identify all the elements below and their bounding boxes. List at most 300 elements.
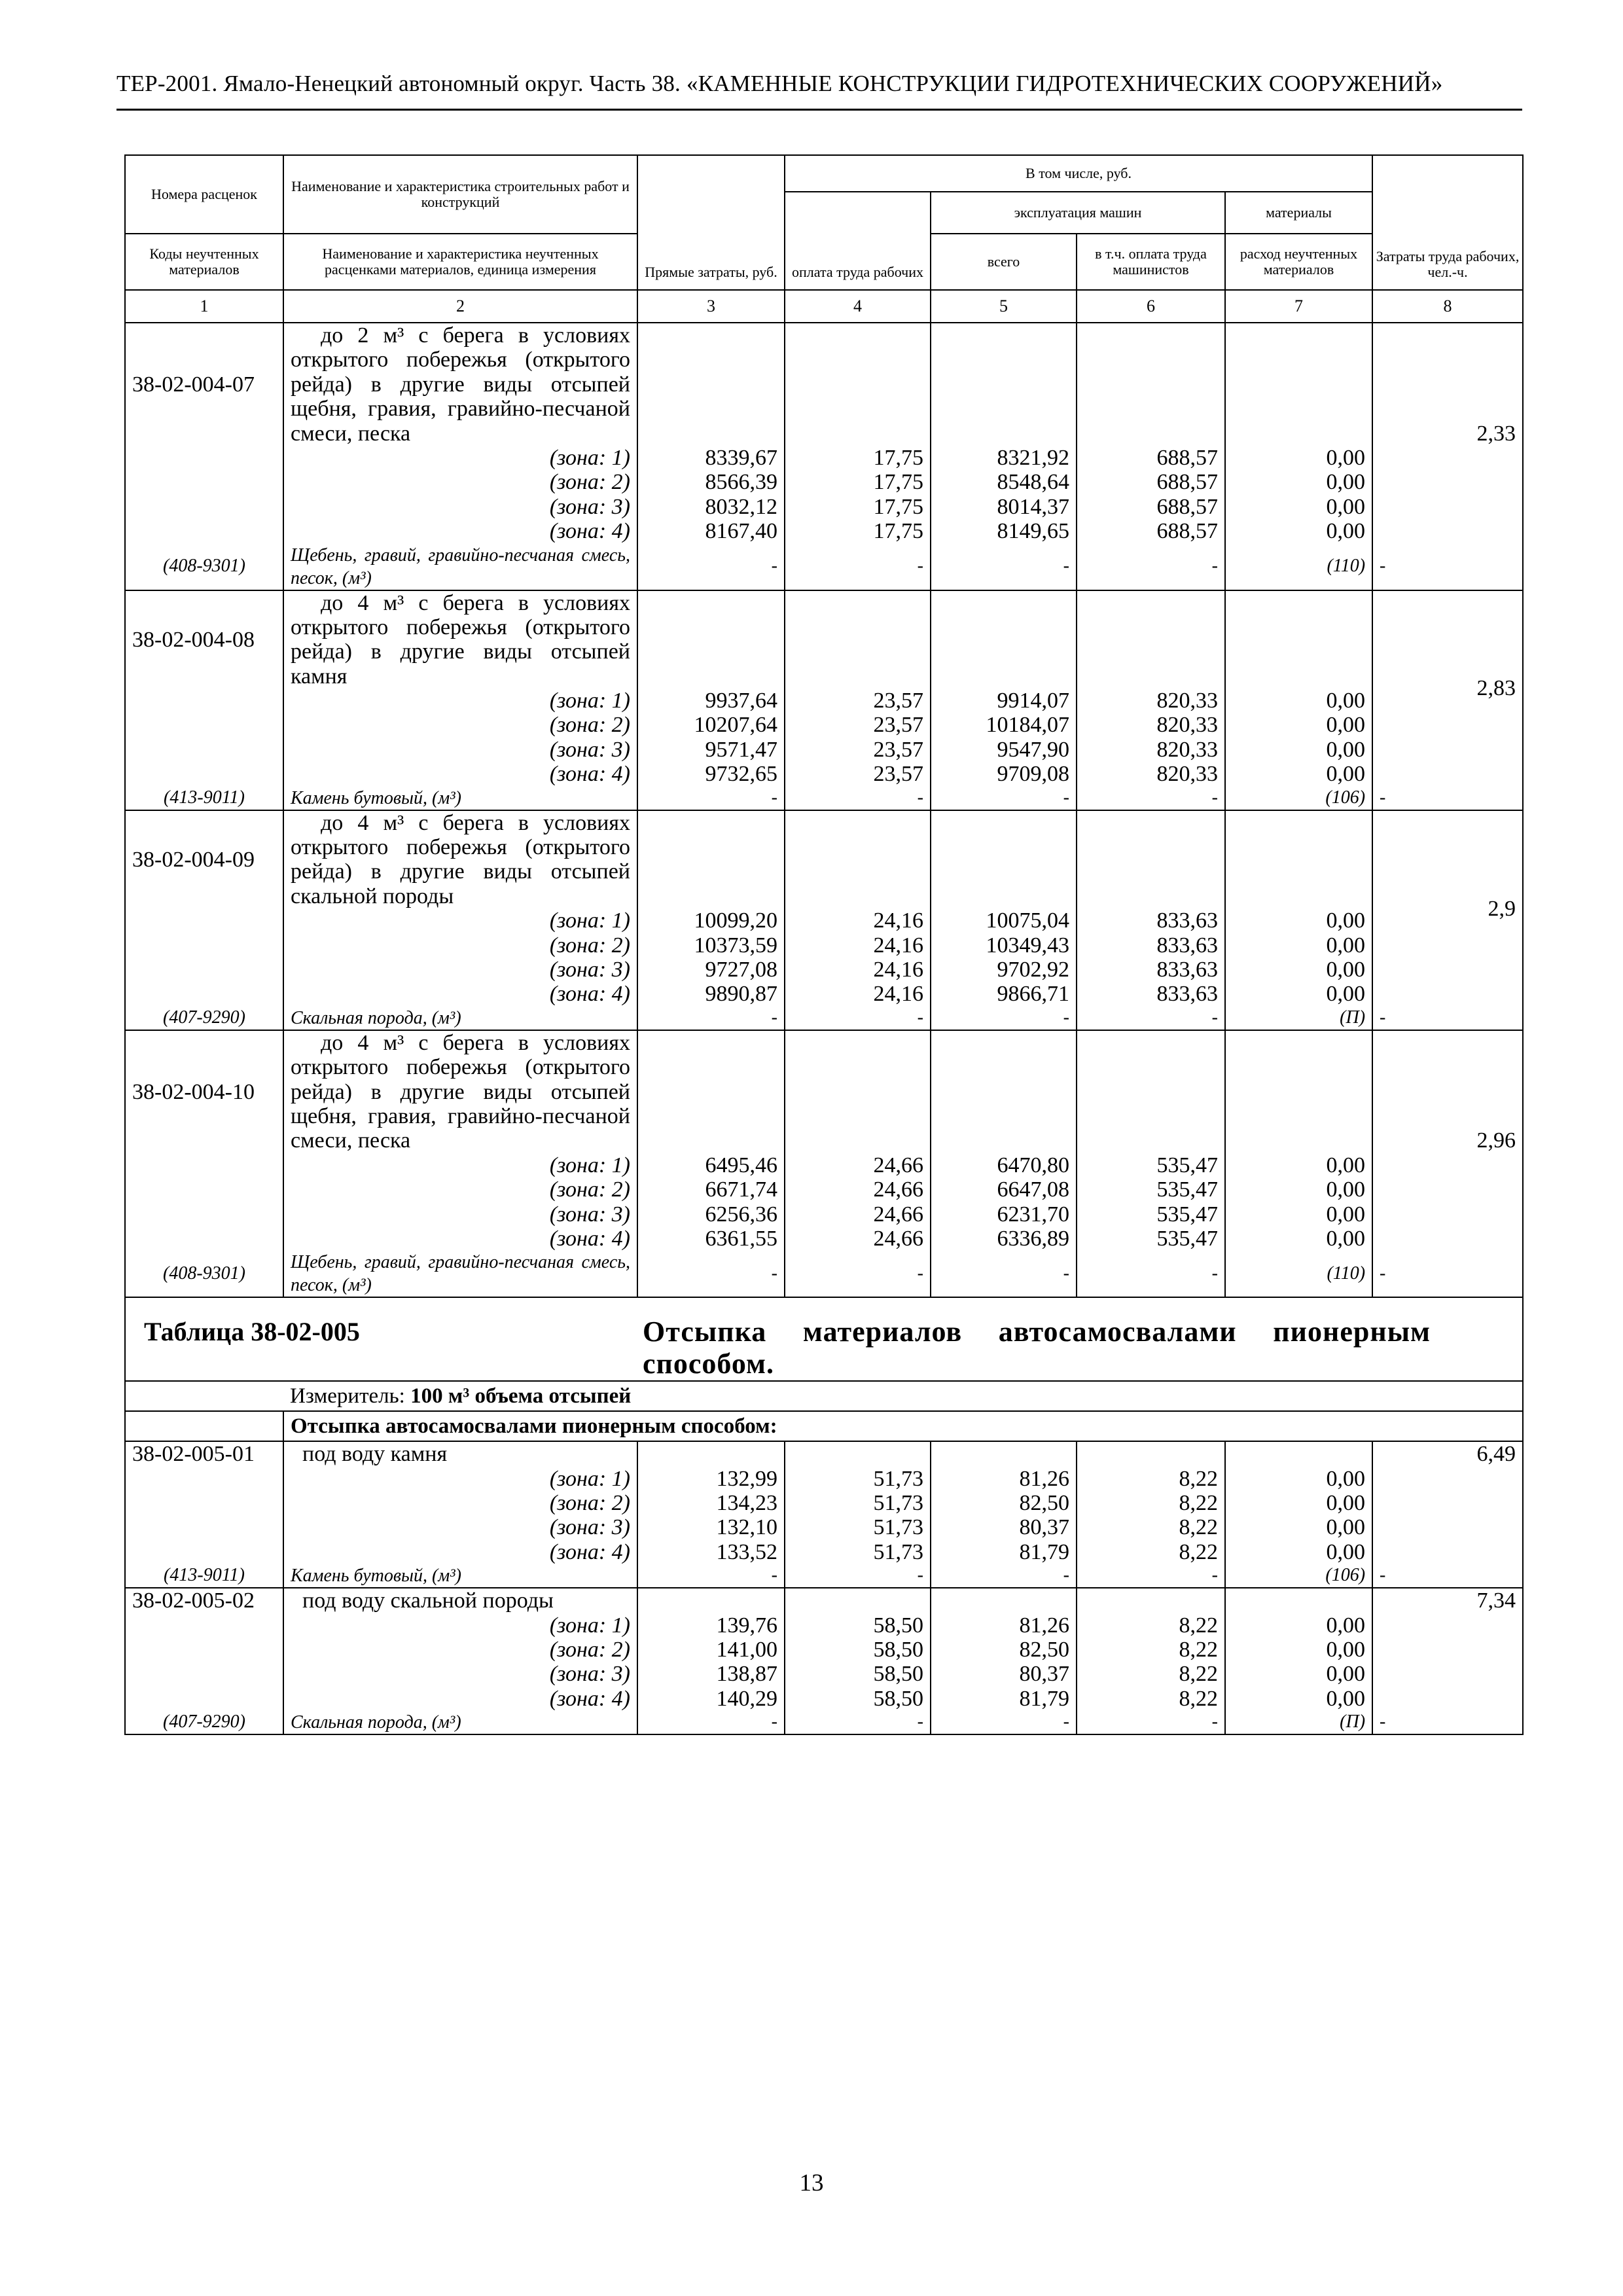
- direct-cost: 140,29: [637, 1687, 785, 1711]
- direct-cost: 6256,36: [637, 1202, 785, 1227]
- machine-cost: 81,79: [931, 1540, 1077, 1564]
- material-dash: -: [1077, 1711, 1225, 1734]
- zone-label: (зона: 1): [283, 446, 637, 470]
- blank-cell: [125, 1540, 283, 1564]
- material-code: (408-9301): [125, 544, 283, 590]
- blank-cell: [931, 1030, 1077, 1153]
- measure-label: Измеритель:: [290, 1384, 405, 1408]
- zone-row: [125, 908, 1523, 933]
- machine-cost: 6336,89: [931, 1227, 1077, 1251]
- zone-label: (зона: 3): [283, 738, 637, 762]
- labor-pay: 24,16: [785, 958, 931, 982]
- material-dash: -: [931, 1251, 1077, 1297]
- blank-cell: [125, 1411, 283, 1441]
- zone-label: (зона: 4): [283, 982, 637, 1006]
- material-dash: -: [1372, 1564, 1523, 1588]
- blank-cell: [637, 1441, 785, 1466]
- rate-description: до 4 м³ с берега в условиях открытого побережья (открытого рейда) в другие виды отсыпей скальной породы: [283, 810, 637, 909]
- material-dash: -: [1077, 544, 1225, 590]
- labor-pay: 58,50: [785, 1613, 931, 1638]
- zone-row: [125, 1467, 1523, 1491]
- machinist-pay: 688,57: [1077, 446, 1225, 470]
- direct-cost: 9571,47: [637, 738, 785, 762]
- zone-label: (зона: 4): [283, 1687, 637, 1711]
- zone-label: (зона: 1): [283, 1153, 637, 1177]
- direct-cost: 9937,64: [637, 689, 785, 713]
- column-index: 7: [1225, 290, 1372, 323]
- column-index: 1: [125, 290, 283, 323]
- blank-cell: [931, 590, 1077, 689]
- blank-cell: [637, 323, 785, 446]
- direct-cost: 9732,65: [637, 762, 785, 786]
- material-dash: -: [637, 787, 785, 810]
- material-name: Скальная порода, (м³): [283, 1007, 637, 1030]
- blank-cell: [931, 810, 1077, 909]
- machinist-pay: 535,47: [1077, 1227, 1225, 1251]
- head-col7: расход неучтенных материалов: [1225, 234, 1372, 290]
- machinist-pay: 8,22: [1077, 1515, 1225, 1539]
- zone-label: (зона: 2): [283, 1491, 637, 1515]
- rate-item-row: [125, 590, 1523, 689]
- material-quantity: (106): [1225, 787, 1372, 810]
- table2-items: [125, 1441, 1523, 1734]
- material-dash: -: [1372, 1251, 1523, 1297]
- zone-row: [125, 689, 1523, 713]
- column-index: 2: [283, 290, 637, 323]
- blank-cell: [125, 738, 283, 762]
- rate-code: 38-02-005-01: [125, 1441, 283, 1466]
- head-col8: Затраты труда рабочих, чел.-ч.: [1372, 155, 1523, 290]
- machinist-pay: 833,63: [1077, 908, 1225, 933]
- blank-cell: [125, 1638, 283, 1662]
- material-quantity: (П): [1225, 1007, 1372, 1030]
- machinist-pay: 820,33: [1077, 689, 1225, 713]
- blank-cell: [125, 1202, 283, 1227]
- zone-row: [125, 1687, 1523, 1711]
- material-dash: -: [1372, 787, 1523, 810]
- zone-label: (зона: 4): [283, 1227, 637, 1251]
- blank-cell: [637, 590, 785, 689]
- material-quantity: (П): [1225, 1711, 1372, 1734]
- blank-cell: [125, 1381, 283, 1411]
- labor-pay: 23,57: [785, 762, 931, 786]
- labor-cost: 2,96: [1372, 1030, 1523, 1251]
- materials-cost: 0,00: [1225, 958, 1372, 982]
- material-quantity: (110): [1225, 1251, 1372, 1297]
- direct-cost: 132,99: [637, 1467, 785, 1491]
- machinist-pay: 535,47: [1077, 1177, 1225, 1202]
- machine-cost: 9914,07: [931, 689, 1077, 713]
- blank-cell: [931, 1588, 1077, 1613]
- direct-cost: 8339,67: [637, 446, 785, 470]
- material-dash: -: [1372, 1007, 1523, 1030]
- materials-cost: 0,00: [1225, 519, 1372, 543]
- labor-cost: 6,49: [1372, 1441, 1523, 1564]
- labor-pay: 17,75: [785, 519, 931, 543]
- zone-label: (зона: 1): [283, 1613, 637, 1638]
- material-dash: -: [1077, 787, 1225, 810]
- materials-cost: 0,00: [1225, 1515, 1372, 1539]
- zone-row: [125, 1662, 1523, 1686]
- blank-cell: [125, 1662, 283, 1686]
- zone-label: (зона: 1): [283, 689, 637, 713]
- machinist-pay: 820,33: [1077, 713, 1225, 737]
- head-col6: в т.ч. оплата труда машинистов: [1077, 234, 1225, 290]
- machinist-pay: 8,22: [1077, 1467, 1225, 1491]
- material-dash: -: [931, 1711, 1077, 1734]
- rate-code: 38-02-004-08: [125, 590, 283, 689]
- material-dash: -: [785, 787, 931, 810]
- direct-cost: 132,10: [637, 1515, 785, 1539]
- machinist-pay: 688,57: [1077, 470, 1225, 494]
- material-name: Камень бутовый, (м³): [283, 1564, 637, 1588]
- blank-cell: [1077, 810, 1225, 909]
- labor-cost: 2,83: [1372, 590, 1523, 787]
- material-dash: -: [1077, 1564, 1225, 1588]
- zone-row: [125, 1638, 1523, 1662]
- machine-cost: 9547,90: [931, 738, 1077, 762]
- head-col1-bottom: Коды неучтенных материалов: [125, 234, 283, 290]
- column-index: 4: [785, 290, 931, 323]
- blank-cell: [1225, 1441, 1372, 1466]
- machinist-pay: 8,22: [1077, 1638, 1225, 1662]
- material-row: [125, 1564, 1523, 1588]
- material-dash: -: [931, 1007, 1077, 1030]
- blank-cell: [785, 1441, 931, 1466]
- direct-cost: 141,00: [637, 1638, 785, 1662]
- labor-pay: 24,66: [785, 1153, 931, 1177]
- head-col2-top: Наименование и характеристика строительных работ и конструкций: [283, 155, 637, 234]
- direct-cost: 6361,55: [637, 1227, 785, 1251]
- material-dash: -: [1077, 1007, 1225, 1030]
- column-index-row: [125, 290, 1523, 323]
- materials-cost: 0,00: [1225, 446, 1372, 470]
- materials-cost: 0,00: [1225, 495, 1372, 519]
- material-code: (413-9011): [125, 1564, 283, 1588]
- direct-cost: 10207,64: [637, 713, 785, 737]
- labor-pay: 58,50: [785, 1662, 931, 1686]
- machinist-pay: 833,63: [1077, 933, 1225, 958]
- blank-cell: [785, 1588, 931, 1613]
- zone-row: [125, 1227, 1523, 1251]
- blank-cell: [931, 323, 1077, 446]
- column-index: 5: [931, 290, 1077, 323]
- material-dash: -: [637, 1251, 785, 1297]
- direct-cost: 9727,08: [637, 958, 785, 982]
- material-dash: -: [1372, 1711, 1523, 1734]
- materials-cost: 0,00: [1225, 1153, 1372, 1177]
- blank-cell: [125, 908, 283, 933]
- direct-cost: 10099,20: [637, 908, 785, 933]
- measure-value: 100 м³ объема отсыпей: [410, 1384, 632, 1408]
- material-row: [125, 544, 1523, 590]
- labor-cost: 7,34: [1372, 1588, 1523, 1711]
- machinist-pay: 535,47: [1077, 1153, 1225, 1177]
- labor-pay: 23,57: [785, 738, 931, 762]
- materials-cost: 0,00: [1225, 1467, 1372, 1491]
- zone-row: [125, 713, 1523, 737]
- direct-cost: 133,52: [637, 1540, 785, 1564]
- blank-cell: [125, 519, 283, 543]
- table2-description: Отсыпка материалов автосамосвалами пионерным способом.: [643, 1316, 1431, 1380]
- machine-cost: 10184,07: [931, 713, 1077, 737]
- blank-cell: [125, 1153, 283, 1177]
- materials-cost: 0,00: [1225, 762, 1372, 786]
- column-index: 8: [1372, 290, 1523, 323]
- materials-cost: 0,00: [1225, 908, 1372, 933]
- zone-label: (зона: 2): [283, 933, 637, 958]
- material-code: (407-9290): [125, 1711, 283, 1734]
- blank-cell: [1077, 1441, 1225, 1466]
- zone-row: [125, 1515, 1523, 1539]
- labor-pay: 24,16: [785, 982, 931, 1006]
- material-name: Щебень, гравий, гравийно-песчаная смесь, песок, (м³): [283, 544, 637, 590]
- materials-cost: 0,00: [1225, 689, 1372, 713]
- zone-row: [125, 446, 1523, 470]
- rate-description: до 2 м³ с берега в условиях открытого побережья (открытого рейда) в другие виды отсыпей щебня, гравия, гравийно-песчаной смеси, песка: [283, 323, 637, 446]
- materials-cost: 0,00: [1225, 1491, 1372, 1515]
- machinist-pay: 8,22: [1077, 1613, 1225, 1638]
- blank-cell: [125, 1227, 283, 1251]
- materials-cost: 0,00: [1225, 713, 1372, 737]
- materials-cost: 0,00: [1225, 982, 1372, 1006]
- zone-label: (зона: 2): [283, 1177, 637, 1202]
- direct-cost: 134,23: [637, 1491, 785, 1515]
- blank-cell: [125, 933, 283, 958]
- materials-cost: 0,00: [1225, 1687, 1372, 1711]
- head-col4: оплата труда рабочих: [785, 192, 931, 290]
- blank-cell: [1225, 1588, 1372, 1613]
- machine-cost: 10075,04: [931, 908, 1077, 933]
- zone-label: (зона: 3): [283, 1515, 637, 1539]
- rate-item-row: [125, 810, 1523, 909]
- blank-cell: [637, 1030, 785, 1153]
- labor-cost: 2,33: [1372, 323, 1523, 544]
- blank-cell: [125, 446, 283, 470]
- zone-label: (зона: 2): [283, 713, 637, 737]
- material-row: [125, 1711, 1523, 1734]
- page-header: ТЕР-2001. Ямало-Ненецкий автономный округ. Часть 38. «КАМЕННЫЕ КОНСТРУКЦИИ ГИДРОТЕХНИЧЕСКИХ СООРУЖЕНИЙ»: [116, 71, 1443, 96]
- zone-row: [125, 1177, 1523, 1202]
- material-dash: -: [785, 1564, 931, 1588]
- zone-label: (зона: 4): [283, 1540, 637, 1564]
- head-col5: всего: [931, 234, 1077, 290]
- labor-pay: 58,50: [785, 1687, 931, 1711]
- material-row: [125, 1007, 1523, 1030]
- blank-cell: [125, 762, 283, 786]
- zone-label: (зона: 3): [283, 495, 637, 519]
- rates-table: [124, 154, 1524, 1735]
- material-dash: -: [1372, 544, 1523, 590]
- zone-row: [125, 1202, 1523, 1227]
- material-dash: -: [1077, 1251, 1225, 1297]
- zone-row: [125, 1491, 1523, 1515]
- material-code: (413-9011): [125, 787, 283, 810]
- column-index: 3: [637, 290, 785, 323]
- blank-cell: [125, 1467, 283, 1491]
- table2-title: Таблица 38-02-005: [144, 1317, 360, 1347]
- zone-row: [125, 982, 1523, 1006]
- rate-description: под воду скальной породы: [283, 1588, 637, 1613]
- machinist-pay: 833,63: [1077, 958, 1225, 982]
- machinist-pay: 8,22: [1077, 1662, 1225, 1686]
- labor-cost: 2,9: [1372, 810, 1523, 1007]
- blank-cell: [125, 689, 283, 713]
- zone-row: [125, 738, 1523, 762]
- direct-cost: 139,76: [637, 1613, 785, 1638]
- material-code: (407-9290): [125, 1007, 283, 1030]
- material-dash: -: [785, 1711, 931, 1734]
- blank-cell: [1077, 323, 1225, 446]
- rate-code: 38-02-004-10: [125, 1030, 283, 1153]
- machinist-pay: 688,57: [1077, 519, 1225, 543]
- material-dash: -: [785, 1251, 931, 1297]
- blank-cell: [125, 470, 283, 494]
- machine-cost: 6231,70: [931, 1202, 1077, 1227]
- machine-cost: 81,26: [931, 1467, 1077, 1491]
- labor-pay: 24,66: [785, 1177, 931, 1202]
- machine-cost: 10349,43: [931, 933, 1077, 958]
- materials-cost: 0,00: [1225, 1177, 1372, 1202]
- material-name: Скальная порода, (м³): [283, 1711, 637, 1734]
- labor-pay: 23,57: [785, 713, 931, 737]
- labor-pay: 24,66: [785, 1227, 931, 1251]
- labor-pay: 17,75: [785, 470, 931, 494]
- blank-cell: [1077, 1030, 1225, 1153]
- machine-cost: 6470,80: [931, 1153, 1077, 1177]
- labor-pay: 17,75: [785, 495, 931, 519]
- direct-cost: 9890,87: [637, 982, 785, 1006]
- zone-row: [125, 519, 1523, 543]
- blank-cell: [785, 1030, 931, 1153]
- machine-cost: 6647,08: [931, 1177, 1077, 1202]
- machine-cost: 82,50: [931, 1491, 1077, 1515]
- machine-cost: 81,26: [931, 1613, 1077, 1638]
- material-dash: -: [637, 1007, 785, 1030]
- material-quantity: (110): [1225, 544, 1372, 590]
- materials-cost: 0,00: [1225, 738, 1372, 762]
- material-dash: -: [637, 1564, 785, 1588]
- blank-cell: [1225, 810, 1372, 909]
- material-row: [125, 1251, 1523, 1297]
- table2-measure: [283, 1381, 1523, 1411]
- blank-cell: [1077, 1588, 1225, 1613]
- blank-cell: [931, 1441, 1077, 1466]
- labor-pay: 17,75: [785, 446, 931, 470]
- blank-cell: [125, 982, 283, 1006]
- table-head: [125, 155, 1523, 323]
- materials-cost: 0,00: [1225, 933, 1372, 958]
- material-dash: -: [931, 544, 1077, 590]
- machinist-pay: 8,22: [1077, 1540, 1225, 1564]
- material-code: (408-9301): [125, 1251, 283, 1297]
- column-index: 6: [1077, 290, 1225, 323]
- materials-cost: 0,00: [1225, 1662, 1372, 1686]
- blank-cell: [125, 958, 283, 982]
- machine-cost: 80,37: [931, 1662, 1077, 1686]
- rate-item-row: [125, 1441, 1523, 1466]
- zone-row: [125, 762, 1523, 786]
- material-dash: -: [785, 1007, 931, 1030]
- rate-item-row: [125, 1030, 1523, 1153]
- blank-cell: [785, 323, 931, 446]
- blank-cell: [1077, 590, 1225, 689]
- materials-cost: 0,00: [1225, 1202, 1372, 1227]
- machine-cost: 80,37: [931, 1515, 1077, 1539]
- machinist-pay: 820,33: [1077, 738, 1225, 762]
- material-quantity: (106): [1225, 1564, 1372, 1588]
- direct-cost: 6495,46: [637, 1153, 785, 1177]
- zone-label: (зона: 3): [283, 1202, 637, 1227]
- machinist-pay: 833,63: [1077, 982, 1225, 1006]
- rate-item-row: [125, 323, 1523, 446]
- zone-row: [125, 1153, 1523, 1177]
- table2-description-cell: [637, 1297, 1523, 1381]
- machine-cost: 8548,64: [931, 470, 1077, 494]
- zone-row: [125, 958, 1523, 982]
- direct-cost: 10373,59: [637, 933, 785, 958]
- material-name: Щебень, гравий, гравийно-песчаная смесь, песок, (м³): [283, 1251, 637, 1297]
- head-col1-top: Номера расценок: [125, 155, 283, 234]
- labor-pay: 24,66: [785, 1202, 931, 1227]
- material-row: [125, 787, 1523, 810]
- labor-pay: 24,16: [785, 908, 931, 933]
- zone-row: [125, 1540, 1523, 1564]
- machinist-pay: 820,33: [1077, 762, 1225, 786]
- labor-pay: 51,73: [785, 1515, 931, 1539]
- material-dash: -: [637, 544, 785, 590]
- table2-head: [125, 1297, 1523, 1441]
- blank-cell: [1225, 590, 1372, 689]
- header-rule: [116, 109, 1522, 111]
- blank-cell: [785, 590, 931, 689]
- zone-row: [125, 495, 1523, 519]
- blank-cell: [637, 1588, 785, 1613]
- machinist-pay: 688,57: [1077, 495, 1225, 519]
- materials-cost: 0,00: [1225, 1540, 1372, 1564]
- machine-cost: 9866,71: [931, 982, 1077, 1006]
- labor-pay: 58,50: [785, 1638, 931, 1662]
- direct-cost: 138,87: [637, 1662, 785, 1686]
- head-group-including: В том числе, руб.: [785, 155, 1372, 192]
- material-dash: -: [931, 787, 1077, 810]
- direct-cost: 8032,12: [637, 495, 785, 519]
- blank-cell: [125, 1515, 283, 1539]
- labor-pay: 51,73: [785, 1540, 931, 1564]
- labor-pay: 51,73: [785, 1467, 931, 1491]
- blank-cell: [637, 810, 785, 909]
- head-group-machines: эксплуатация машин: [931, 192, 1225, 234]
- blank-cell: [125, 1177, 283, 1202]
- machinist-pay: 535,47: [1077, 1202, 1225, 1227]
- material-dash: -: [785, 544, 931, 590]
- blank-cell: [1225, 323, 1372, 446]
- rate-code: 38-02-004-09: [125, 810, 283, 909]
- rate-description: до 4 м³ с берега в условиях открытого побережья (открытого рейда) в другие виды отсыпей щебня, гравия, гравийно-песчаной смеси, песка: [283, 1030, 637, 1153]
- machine-cost: 9709,08: [931, 762, 1077, 786]
- head-col3: Прямые затраты, руб.: [637, 155, 785, 290]
- zone-label: (зона: 3): [283, 958, 637, 982]
- material-dash: -: [637, 1711, 785, 1734]
- direct-cost: 8566,39: [637, 470, 785, 494]
- zone-label: (зона: 1): [283, 908, 637, 933]
- labor-pay: 51,73: [785, 1491, 931, 1515]
- table2-title-cell: [125, 1297, 637, 1381]
- materials-cost: 0,00: [1225, 1613, 1372, 1638]
- material-dash: -: [931, 1564, 1077, 1588]
- machine-cost: 82,50: [931, 1638, 1077, 1662]
- rate-code: 38-02-004-07: [125, 323, 283, 446]
